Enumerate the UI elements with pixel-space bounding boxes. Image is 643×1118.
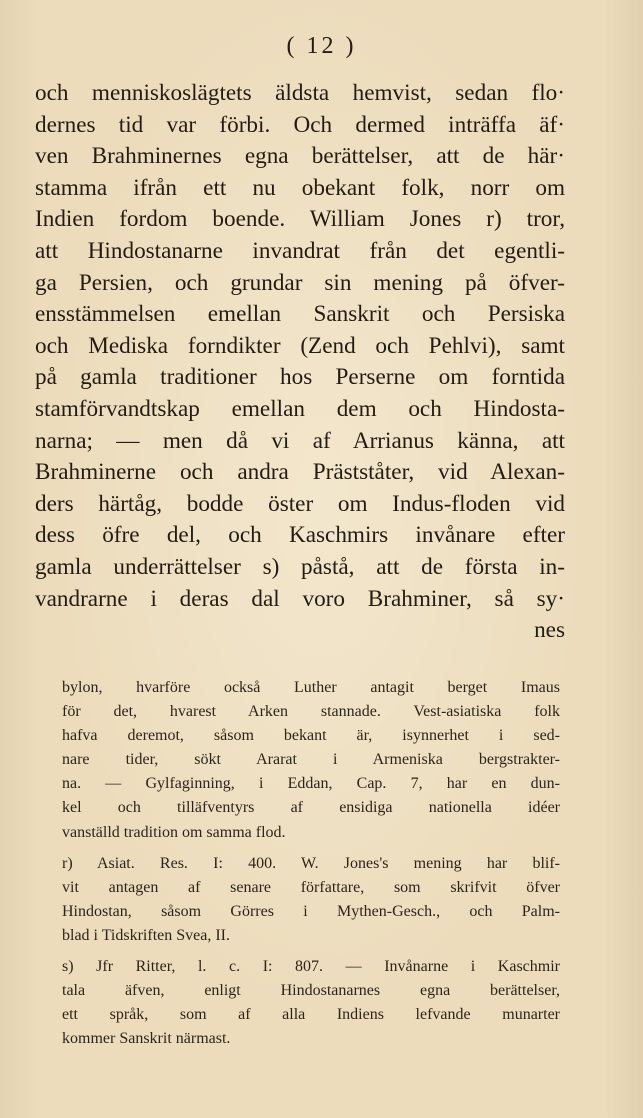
footnote-line: bylon, hvarföre också Luther antagit berget Imaus — [62, 679, 560, 696]
text-line: och menniskoslägtets äldsta hemvist, sedan flo· — [35, 80, 565, 106]
text-line: stamma ifrån ett nu obekant folk, norr om — [35, 174, 565, 201]
footnote-line: Hindostan, såsom Görres i Mythen-Gesch., och Palm- — [62, 902, 560, 920]
footnote-line: nare tider, sökt Ararat i Armeniska bergstrakter- — [62, 751, 560, 769]
text-line: stamförvandtskap emellan dem och Hindosta- — [35, 395, 565, 422]
page-number: ( 12 ) — [286, 33, 357, 59]
text-line: gamla underrättelser s) påstå, att de första in- — [35, 553, 565, 580]
footnote-line: ett språk, som af alla Indiens lefvande munarter — [62, 1006, 560, 1024]
text-line: ders härtåg, bodde öster om Indus-floden vid — [35, 490, 565, 517]
footnote-line: tala äfven, enligt Hindostanarnes egna berättelser, — [62, 982, 560, 1000]
text-line: Indien fordom boende. William Jones r) tror, — [35, 206, 565, 233]
catchword: nes — [534, 617, 565, 644]
footnotes — [62, 676, 560, 1051]
text-line: ven Brahminernes egna berättelser, att de här· — [35, 143, 565, 170]
footnote-line: na. — Gylfaginning, i Eddan, Cap. 7, har en dun- — [62, 775, 560, 793]
text-line: dess öfre del, och Kaschmirs invånare efter — [35, 522, 565, 549]
footnote-line: kommer Sanskrit närmast. — [62, 1030, 231, 1048]
text-line: vandrarne i deras dal voro Brahminer, så sy· — [35, 585, 565, 612]
footnote-line: vanställd tradition om samma flod. — [62, 823, 286, 841]
text-line: narna; — men då vi af Arrianus känna, att — [35, 427, 565, 454]
footnote-s — [62, 955, 560, 1051]
footnote-line: hafva deremot, såsom bekant är, isynnerhet i sed- — [62, 727, 560, 745]
text-line: dernes tid var förbi. Och dermed inträffa äf· — [35, 111, 565, 138]
footnote-line: för det, hvarest Arken stannade. Vest-asiatiska folk — [62, 703, 560, 721]
main-text — [35, 78, 565, 647]
text-line: ga Persien, och grundar sin mening på öfver- — [35, 269, 565, 296]
footnote-line: r) Asiat. Res. I: 400. W. Jones's mening har blif- — [62, 854, 560, 872]
text-line: på gamla traditioner hos Perserne om forntida — [35, 364, 565, 391]
footnote-r — [62, 852, 560, 948]
footnote-line: blad i Tidskriften Svea, II. — [62, 926, 230, 944]
footnote-line: s) Jfr Ritter, l. c. I: 807. — Invånarne i Kaschmir — [62, 958, 560, 976]
text-line: och Mediska forndikter (Zend och Pehlvi), samt — [35, 332, 565, 359]
text-line: ensstämmelsen emellan Sanskrit och Persiska — [35, 301, 565, 328]
footnote-continued — [62, 676, 560, 845]
text-line: att Hindostanarne invandrat från det egentli- — [35, 237, 565, 264]
footnote-line: kel och tilläfventyrs af ensidiga nationella idéer — [62, 799, 560, 817]
text-line: Brahminerne och andra Prästståter, vid Alexan- — [35, 459, 565, 486]
footnote-line: vit antagen af senare författare, som skrifvit öfver — [62, 878, 560, 896]
